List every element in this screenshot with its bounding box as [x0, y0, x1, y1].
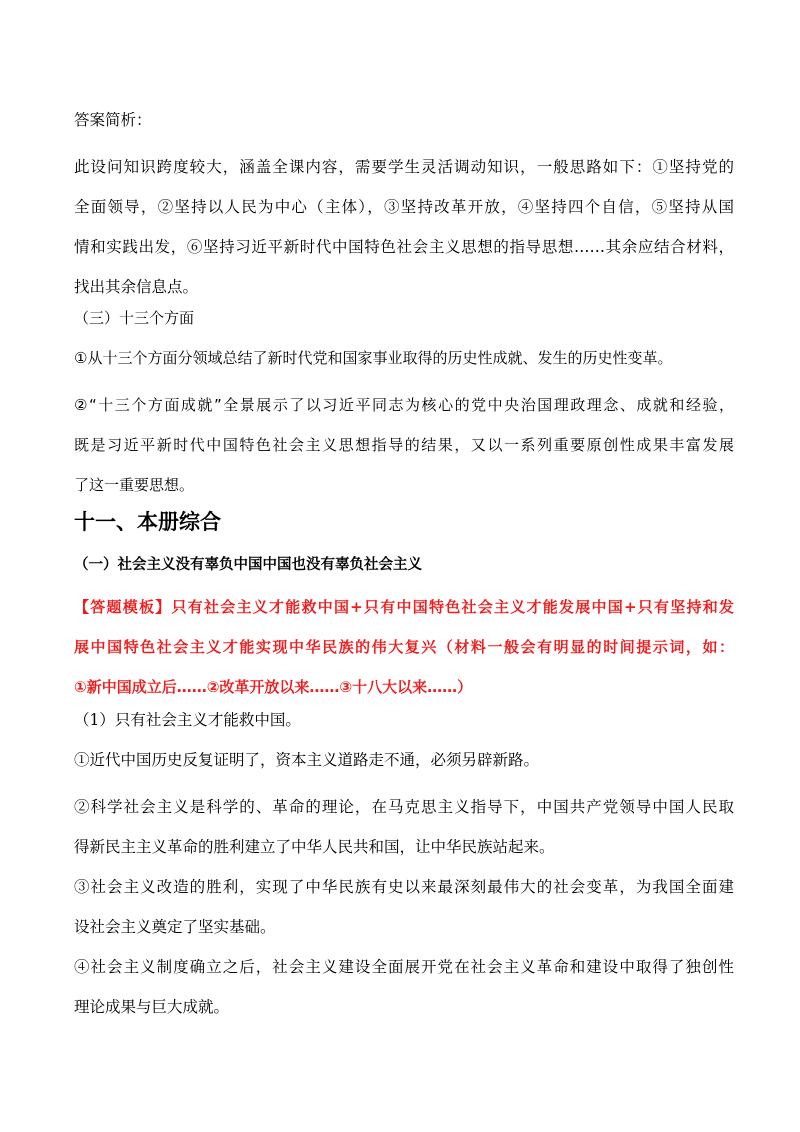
text-line: 此设问知识跨度较大，涵盖全课内容，需要学生灵活调动知识，一般思路如下：①坚持党的	[74, 158, 734, 176]
text-line: ④社会主义制度确立之后，社会主义建设全面展开党在社会主义革命和建设中取得了独创性	[74, 958, 734, 976]
section-three-point-2	[74, 385, 734, 505]
text-line: ②“十三个方面成就”全景展示了以习近平同志为核心的党中央治国理政理念、成就和经验，	[74, 396, 734, 414]
item-1-point-4	[74, 947, 734, 1027]
text-line: 全面领导，②坚持以人民为中心（主体），③坚持改革开放，④坚持四个自信，⑤坚持从国	[74, 198, 734, 216]
text-line: 理论成果与巨大成就。	[74, 998, 230, 1016]
text-line: 情和实践出发，⑥坚持习近平新时代中国特色社会主义思想的指导思想……其余应结合材料，	[74, 238, 734, 256]
answer-template	[74, 587, 734, 707]
text-line: 既是习近平新时代中国特色社会主义思想指导的结果，又以一系列重要原创性成果丰富发展	[74, 436, 734, 454]
text-line: 了这一重要思想。	[74, 476, 195, 494]
text-line: ③社会主义改造的胜利，实现了中华民族有史以来最深刻最伟大的社会变革，为我国全面建	[74, 878, 734, 896]
item-1-point-1: ①近代中国历史反复证明了，资本主义道路走不通，必须另辟新路。	[74, 751, 540, 769]
text-line: ②科学社会主义是科学的、革命的理论，在马克思主义指导下，中国共产党领导中国人民取	[74, 798, 734, 816]
text-line: 得新民主主义革命的胜利建立了中华人民共和国，让中华民族站起来。	[74, 838, 555, 856]
answer-analysis-body	[74, 147, 734, 307]
answer-analysis-title: 答案简析：	[74, 111, 152, 129]
item-1-heading: （1）只有社会主义才能救中国。	[74, 711, 301, 729]
text-line: 展中国特色社会主义才能实现中华民族的伟大复兴（材料一般会有明显的时间提示词，如：	[74, 638, 734, 656]
item-1-point-3	[74, 867, 734, 947]
chapter-heading: 十一、本册综合	[74, 510, 221, 534]
section-three-heading: （三）十三个方面	[74, 309, 195, 327]
text-line: 设社会主义奠定了坚实基础。	[74, 918, 276, 936]
text-line: 【答题模板】只有社会主义才能救中国+只有中国特色社会主义才能发展中国+只有坚持和发	[74, 598, 734, 616]
chapter-subheading: （一）社会主义没有辜负中国中国也没有辜负社会主义	[74, 557, 422, 573]
item-1-point-2	[74, 787, 734, 867]
text-line: ①新中国成立后……②改革开放以来……③十八大以来……）	[74, 678, 473, 696]
text-line: 找出其余信息点。	[74, 278, 199, 296]
section-three-point-1: ①从十三个方面分领域总结了新时代党和国家事业取得的历史性成就、发生的历史性变革。	[74, 349, 673, 367]
